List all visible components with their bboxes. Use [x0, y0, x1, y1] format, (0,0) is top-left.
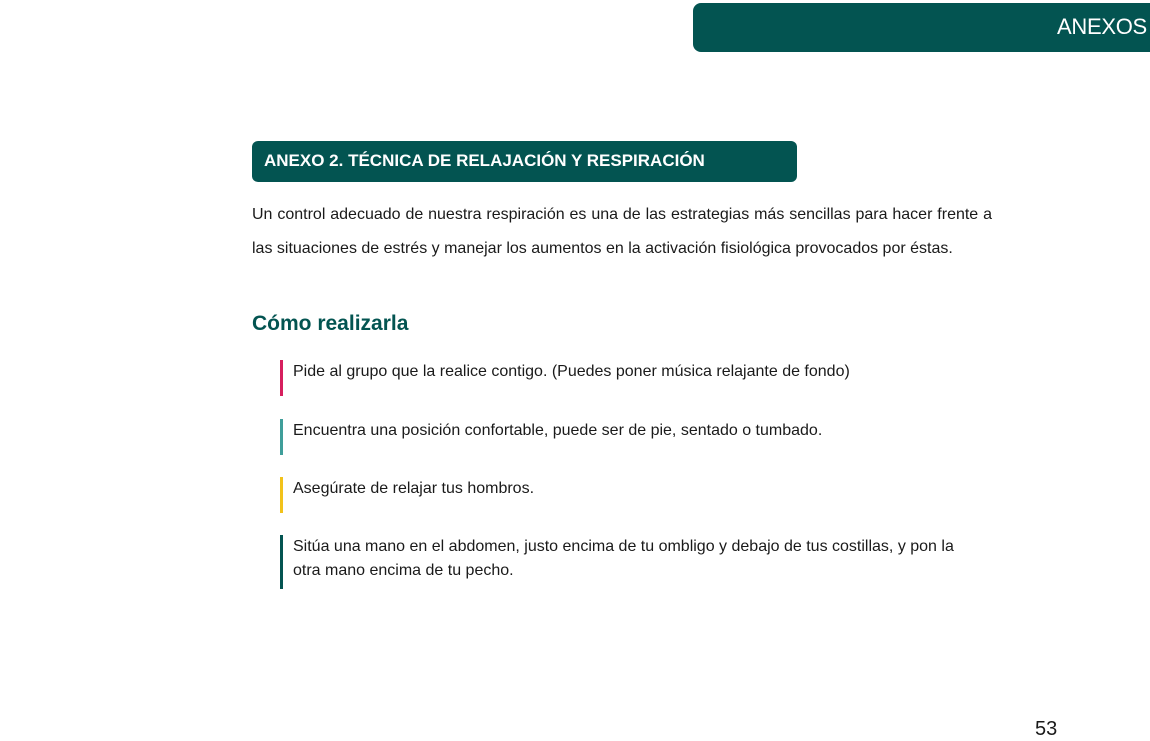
annex-title-banner — [252, 141, 797, 182]
section-tab — [693, 3, 1150, 52]
step-item — [280, 535, 980, 589]
step-item — [280, 360, 980, 396]
how-to-heading: Cómo realizarla — [252, 312, 409, 335]
page-number: 53 — [1035, 718, 1058, 740]
section-tab-label: ANEXOS — [1057, 14, 1147, 39]
step-item — [280, 419, 980, 455]
step-item — [280, 477, 980, 513]
step-text: Sitúa una mano en el abdomen, justo encima de tu ombligo y debajo de tus costillas, y pon la otra mano encima de tu pecho. — [293, 538, 954, 579]
step-text: Pide al grupo que la realice contigo. (Puedes poner música relajante de fondo) — [293, 363, 850, 380]
step-text: Asegúrate de relajar tus hombros. — [293, 480, 535, 497]
step-text: Encuentra una posición confortable, puede ser de pie, sentado o tumbado. — [293, 422, 823, 439]
intro-paragraph: Un control adecuado de nuestra respiración es una de las estrategias más sencillas para hacer frente a las situaciones de estrés y manejar los aumentos en la activación fisiológica provocados por éstas. — [252, 206, 992, 257]
annex-title: ANEXO 2. TÉCNICA DE RELAJACIÓN Y RESPIRACIÓN — [264, 151, 705, 170]
